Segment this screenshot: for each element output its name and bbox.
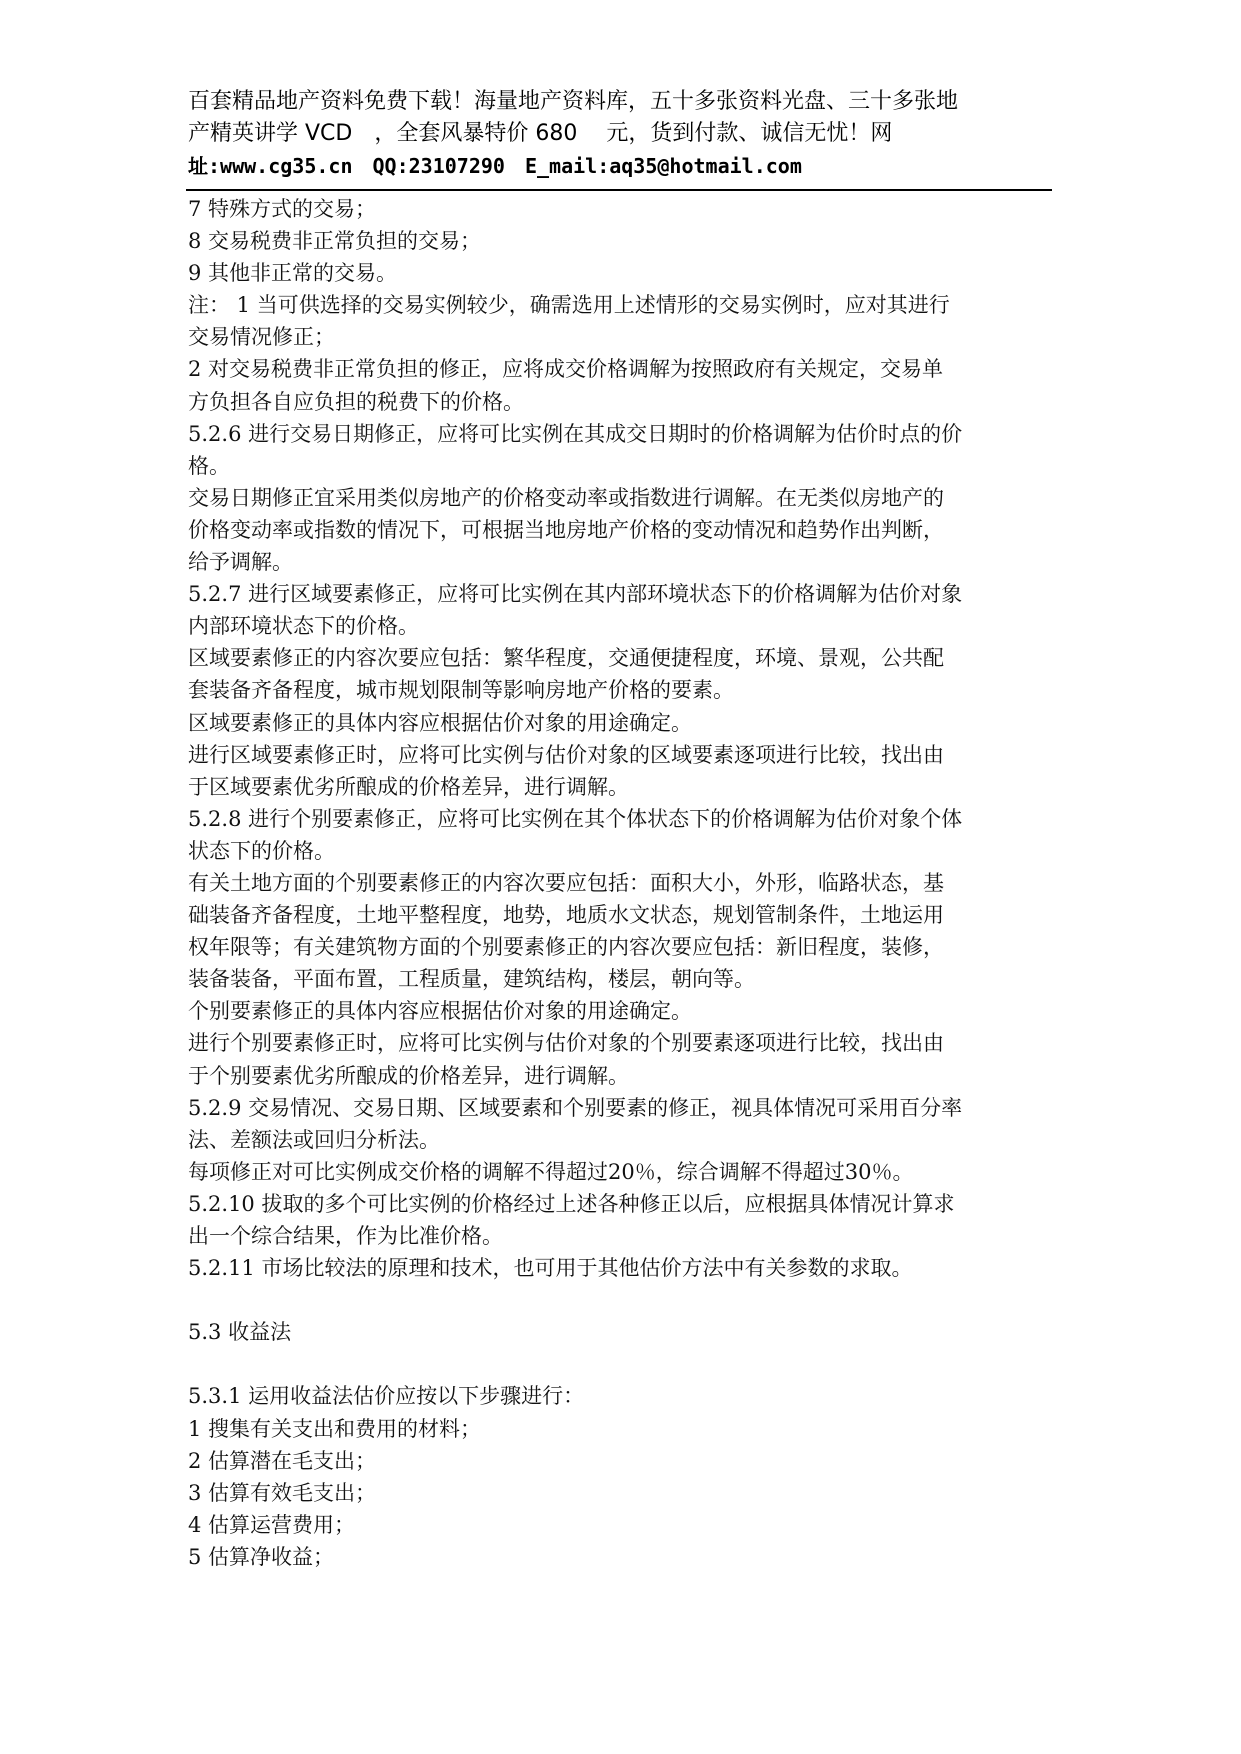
text-line: 内部环境状态下的价格。 — [188, 614, 419, 639]
text-line: 于区域要素优劣所酿成的价格差异，进行调解。 — [188, 774, 629, 799]
text-line: 进行个别要素修正时，应将可比实例与估价对象的个别要素逐项进行比较，找出由 — [188, 1031, 944, 1056]
text-line: 状态下的价格。 — [188, 838, 335, 863]
text-line: 法、差额法或回归分析法。 — [188, 1127, 440, 1152]
text-line: 格。 — [188, 453, 230, 478]
text-line: 注： 1 当可供选择的交易实例较少，确需选用上述情形的交易实例时，应对其进行 — [188, 293, 950, 318]
text-line: 5.2.11 市场比较法的原理和技术，也可用于其他估价方法中有关参数的求取。 — [188, 1256, 913, 1281]
body-text — [188, 193, 1088, 1573]
text-line: 5.2.7 进行区域要素修正，应将可比实例在其内部环境状态下的价格调解为估价对象 — [188, 582, 963, 607]
text-line: 交易日期修正宜采用类似房地产的价格变动率或指数进行调解。在无类似房地产的 — [188, 485, 944, 510]
text-line: 给予调解。 — [188, 550, 293, 575]
text-line: 个别要素修正的具体内容应根据估价对象的用途确定。 — [188, 999, 692, 1024]
text-line: 5.2.10 拔取的多个可比实例的价格经过上述各种修正以后，应根据具体情况计算求 — [188, 1191, 955, 1216]
text-line: 础装备齐备程度，土地平整程度，地势，地质水文状态，规划管制条件，土地运用 — [188, 903, 944, 928]
blank-line — [188, 1348, 1088, 1380]
text-line: 2 对交易税费非正常负担的修正，应将成交价格调解为按照政府有关规定，交易单 — [188, 357, 944, 382]
text-line: 9 其他非正常的交易。 — [188, 261, 398, 286]
text-line: 8 交易税费非正常负担的交易； — [188, 229, 482, 254]
text-line: 进行区域要素修正时，应将可比实例与估价对象的区域要素逐项进行比较，找出由 — [188, 742, 944, 767]
header-line: 百套精品地产资料免费下载！海量地产资料库，五十多张资料光盘、三十多张地 — [188, 89, 959, 114]
text-line: 3 估算有效毛支出； — [188, 1480, 377, 1505]
text-line: 5.3.1 运用收益法估价应按以下步骤进行： — [188, 1384, 585, 1409]
text-line: 5.2.9 交易情况、交易日期、区域要素和个别要素的修正，视具体情况可采用百分率 — [188, 1095, 963, 1120]
text-line: 价格变动率或指数的情况下，可根据当地房地产价格的变动情况和趋势作出判断， — [188, 517, 944, 542]
text-line: 有关土地方面的个别要素修正的内容次要应包括：面积大小，外形，临路状态，基 — [188, 870, 944, 895]
text-line: 区域要素修正的具体内容应根据估价对象的用途确定。 — [188, 710, 692, 735]
header-divider — [186, 189, 1052, 191]
text-line: 交易情况修正； — [188, 325, 335, 350]
text-line: 于个别要素优劣所酿成的价格差异，进行调解。 — [188, 1063, 629, 1088]
text-line: 4 估算运营费用； — [188, 1512, 356, 1537]
text-line: 7 特殊方式的交易； — [188, 197, 377, 221]
text-line: 装备装备，平面布置，工程质量，建筑结构，楼层，朝向等。 — [188, 967, 755, 992]
text-line: 方负担各自应负担的税费下的价格。 — [188, 389, 524, 414]
header-line: 产精英讲学 VCD ，全套风暴特价 680 元，货到付款、诚信无忧！网 — [188, 121, 893, 146]
blank-line — [188, 1284, 1088, 1316]
header-line: 址:www.cg35.cn QQ:23107290 E_mail:aq35@hotmail.com — [188, 154, 802, 178]
text-line: 权年限等；有关建筑物方面的个别要素修正的内容次要应包括：新旧程度，装修， — [188, 935, 944, 960]
text-line: 5.2.8 进行个别要素修正，应将可比实例在其个体状态下的价格调解为估价对象个体 — [188, 806, 963, 831]
text-line: 5.2.6 进行交易日期修正，应将可比实例在其成交日期时的价格调解为估价时点的价 — [188, 421, 963, 446]
text-line: 出一个综合结果，作为比准价格。 — [188, 1224, 503, 1248]
text-line: 2 估算潜在毛支出； — [188, 1448, 377, 1473]
page-header — [188, 86, 1058, 182]
section-heading: 5.3 收益法 — [188, 1320, 292, 1345]
text-line: 每项修正对可比实例成交价格的调解不得超过20％，综合调解不得超过30％。 — [188, 1159, 914, 1184]
text-line: 1 搜集有关支出和费用的材料； — [188, 1416, 482, 1441]
text-line: 5 估算净收益； — [188, 1544, 335, 1569]
text-line: 区域要素修正的内容次要应包括：繁华程度，交通便捷程度，环境、景观，公共配 — [188, 646, 944, 671]
text-line: 套装备齐备程度，城市规划限制等影响房地产价格的要素。 — [188, 678, 734, 703]
